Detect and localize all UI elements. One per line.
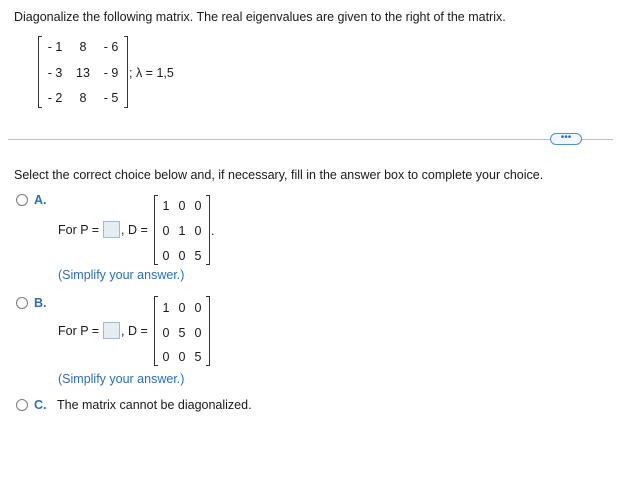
option-a-hint: (Simplify your answer.): [58, 268, 185, 282]
matrix-cell: - 2: [47, 91, 63, 105]
matrix-right-bracket: [206, 195, 210, 265]
matrix-cell: 0: [178, 249, 186, 263]
matrix-cell: 0: [194, 326, 202, 340]
matrix-right-bracket: [124, 36, 128, 108]
given-matrix: [38, 36, 128, 108]
option-b-p-label: For P =: [58, 324, 100, 338]
matrix-cell: - 5: [103, 91, 119, 105]
option-a-p-answer-box[interactable]: [103, 221, 120, 238]
section-divider: [582, 139, 613, 140]
option-b-d-matrix: [154, 296, 210, 366]
option-b-letter: B.: [34, 296, 47, 310]
option-a-p-label: For P =: [58, 223, 100, 237]
matrix-cell: 1: [162, 301, 170, 315]
option-b-radio[interactable]: [16, 297, 28, 309]
option-b-p-answer-box[interactable]: [103, 322, 120, 339]
matrix-cell: 0: [162, 350, 170, 364]
instruction-text: Select the correct choice below and, if necessary, fill in the answer box to complete your choice.: [14, 168, 544, 182]
matrix-cell: 0: [194, 301, 202, 315]
matrix-cell: 1: [178, 224, 186, 238]
matrix-cell: 0: [194, 224, 202, 238]
matrix-cell: - 1: [47, 40, 63, 54]
matrix-cell: 0: [178, 199, 186, 213]
matrix-cell: 5: [194, 350, 202, 364]
matrix-cell: 0: [162, 224, 170, 238]
section-divider: [8, 139, 550, 140]
matrix-cell: 8: [79, 40, 87, 54]
option-a-d-matrix: [154, 195, 210, 265]
matrix-cell: - 3: [47, 66, 63, 80]
option-c-letter: C.: [34, 398, 47, 412]
option-a-d-label: , D =: [121, 223, 148, 237]
matrix-cell: - 9: [103, 66, 119, 80]
matrix-cell: 0: [194, 199, 202, 213]
matrix-cell: - 6: [103, 40, 119, 54]
question-prompt: Diagonalize the following matrix. The real eigenvalues are given to the right of the matrix.: [14, 10, 506, 24]
matrix-cell: 0: [162, 249, 170, 263]
option-b-d-label: , D =: [121, 324, 148, 338]
matrix-cell: 5: [194, 249, 202, 263]
option-c-radio[interactable]: [16, 399, 28, 411]
option-a-period: .: [211, 224, 215, 238]
option-a-radio[interactable]: [16, 194, 28, 206]
option-c-text: The matrix cannot be diagonalized.: [57, 398, 252, 412]
option-b-hint: (Simplify your answer.): [58, 372, 185, 386]
matrix-cell: 13: [76, 66, 90, 80]
more-button[interactable]: •••: [550, 133, 582, 145]
matrix-cell: 1: [162, 199, 170, 213]
matrix-cell: 0: [178, 301, 186, 315]
matrix-cell: 0: [178, 350, 186, 364]
matrix-cell: 5: [178, 326, 186, 340]
matrix-cell: 0: [162, 326, 170, 340]
eigenvalues-label: ; λ = 1,5: [129, 66, 174, 80]
option-a-letter: A.: [34, 193, 47, 207]
matrix-cell: 8: [79, 91, 87, 105]
matrix-right-bracket: [206, 296, 210, 366]
